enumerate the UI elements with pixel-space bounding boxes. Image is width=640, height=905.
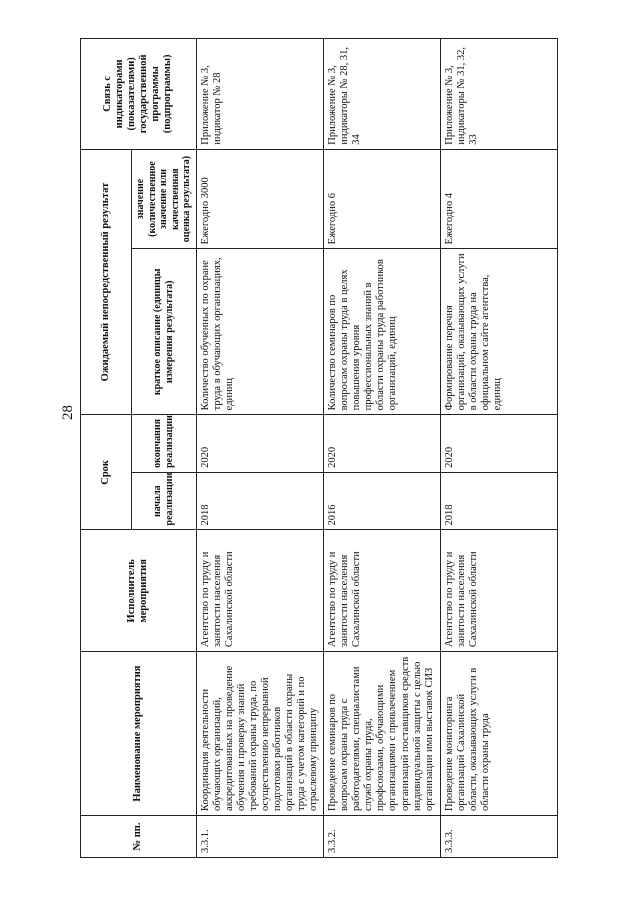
row-start: 2018 (441, 472, 558, 530)
col-header-result-desc: краткое описание (единицы измерения результата) (132, 249, 197, 415)
col-header-term: Срок (81, 415, 132, 530)
table-row (324, 39, 441, 858)
col-header-name: Наименование мероприятия (81, 652, 197, 816)
row-link: Приложение № 3, индикаторы № 28, 31, 34 (324, 39, 441, 150)
row-result-desc: Формирование перечня организаций, оказывающих услуги в области охраны труда на официальном сайте агентства, единиц (441, 249, 558, 415)
row-executor: Агентство по труду и занятости населения Сахалинской области (196, 530, 324, 652)
col-header-num: № пп. (81, 815, 197, 857)
row-end: 2020 (196, 415, 324, 473)
row-end: 2020 (324, 415, 441, 473)
row-start: 2016 (324, 472, 441, 530)
table-row (196, 39, 324, 858)
table-row (441, 39, 558, 858)
col-header-term-end: окончания реализации (132, 415, 197, 473)
col-header-result: Ожидаемый непосредственный результат (81, 149, 132, 415)
col-header-executor: Исполнитель мероприятия (81, 530, 197, 652)
row-num: 3.3.1. (196, 815, 324, 857)
measures-table (80, 38, 558, 858)
row-name: Проведение мониторинга организаций Сахалинской области, оказывающих услуги в области охраны труда (441, 652, 558, 816)
row-name: Проведение семинаров по вопросам охраны труда с работодателями, специалистами служб охраны труда, профсоюзами, обучающими организациями с привлечением организаций поставщиков средств индивидуальной защиты с целью организации ими выставок СИЗ (324, 652, 441, 816)
row-result-value: Ежегодно 3000 (196, 149, 324, 249)
row-name: Координация деятельности обучающих организаций, аккредитованных на проведение обучения и проверку знаний требований охраны труда, по осуществлению непрерывной подготовки работников организаций в области охраны труда с учетом категорий и по отраслевому принципу (196, 652, 324, 816)
col-header-term-start: начала реализации (132, 472, 197, 530)
page-number: 28 (60, 405, 76, 420)
row-num: 3.3.3. (441, 815, 558, 857)
header-row-1 (81, 39, 132, 858)
row-start: 2018 (196, 472, 324, 530)
row-executor: Агентство по труду и занятости населения Сахалинской области (441, 530, 558, 652)
rotated-table-container (80, 38, 520, 858)
row-link: Приложение № 3, индикаторы № 31, 32, 33 (441, 39, 558, 150)
row-link: Приложение № 3, индикатор № 28 (196, 39, 324, 150)
row-result-desc: Количество семинаров по вопросам охраны труда в целях повышения уровня профессиональных знаний в области охраны труда работников организаций, единиц (324, 249, 441, 415)
row-result-value: Ежегодно 4 (441, 149, 558, 249)
row-end: 2020 (441, 415, 558, 473)
col-header-result-value: значение (количественное значение или качественная оценка результата) (132, 149, 197, 249)
row-result-value: Ежегодно 6 (324, 149, 441, 249)
row-result-desc: Количество обученных по охране труда в обучающих организациях, единиц (196, 249, 324, 415)
row-executor: Агентство по труду и занятости населения Сахалинской области (324, 530, 441, 652)
row-num: 3.3.2. (324, 815, 441, 857)
col-header-link: Связь с индикаторами (показателями) государственной программы (подпрограммы) (81, 39, 197, 150)
